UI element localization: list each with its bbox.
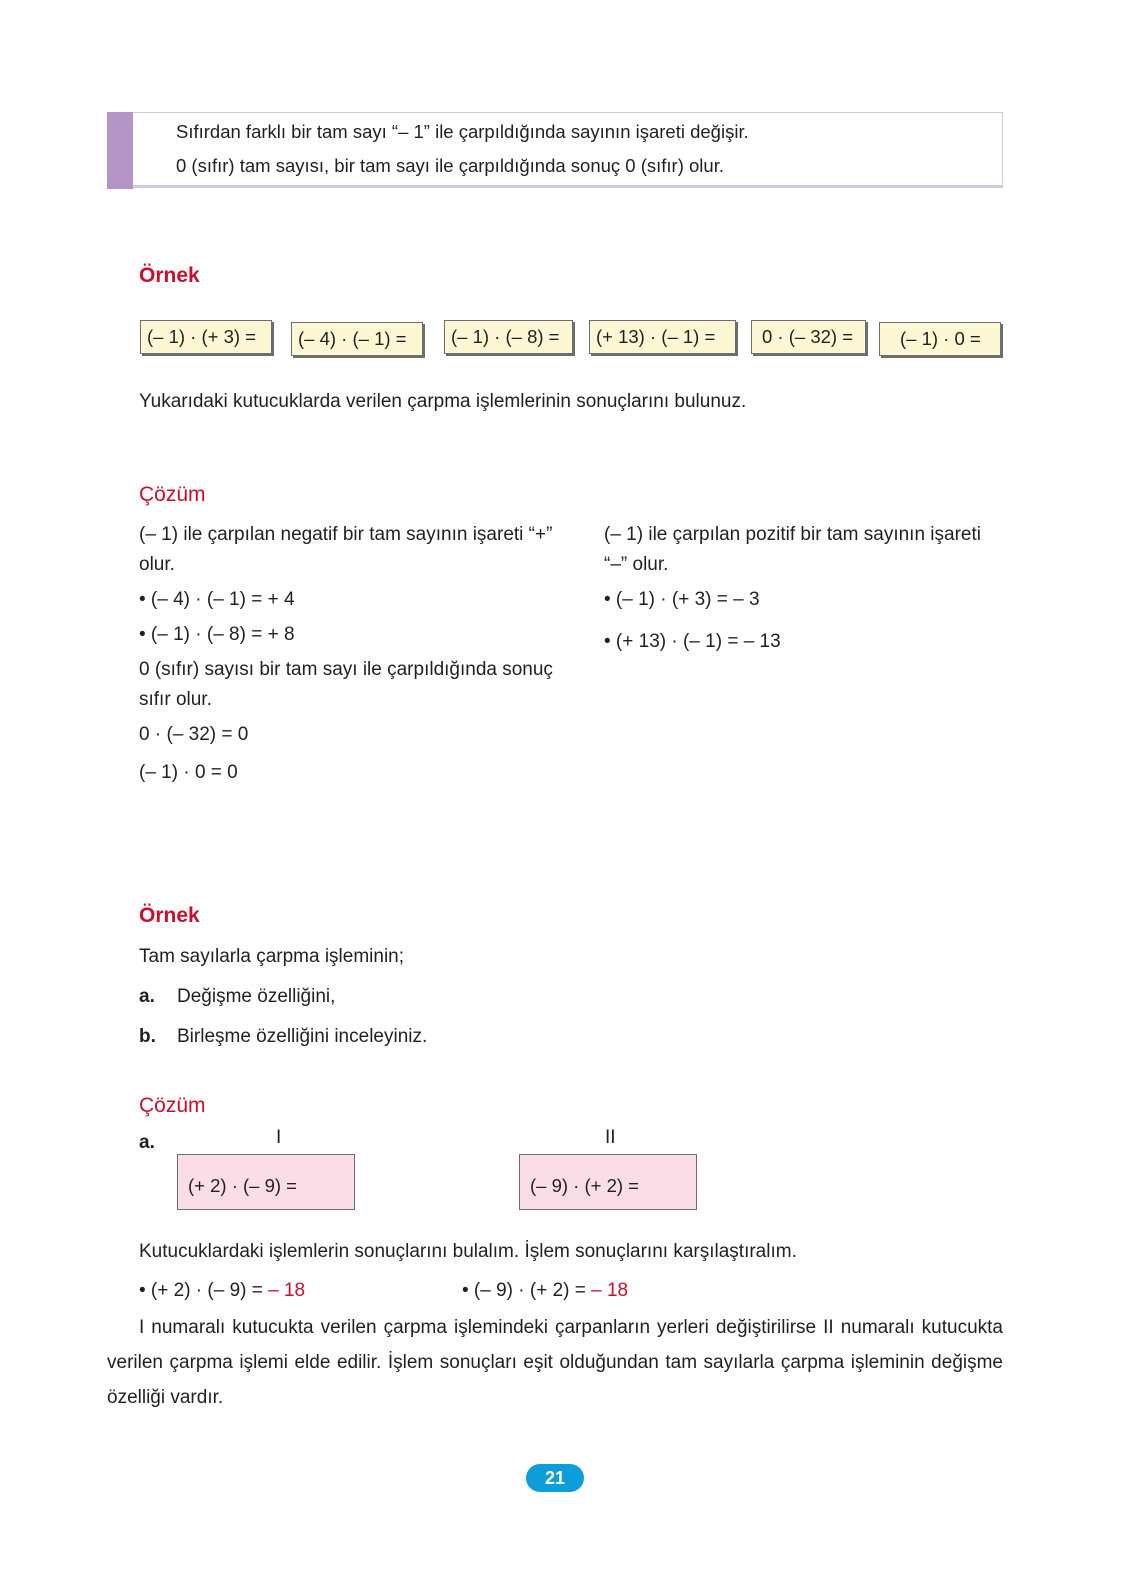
example-1-question: Yukarıdaki kutucuklarda verilen çarpma işlemlerinin sonuçlarını bulunuz. — [139, 391, 747, 412]
expression-box: (– 4) · (– 1) = — [291, 322, 423, 356]
conclusion-paragraph: I numaralı kutucukta verilen çarpma işlemindeki çarpanların yerleri değiştirilirse II numaralı kutucukta verilen çarpma işlemi elde edilir. İşlem sonuçları eşit olduğundan tam sayılarla çarpma işleminin değişme özelliği vardır. — [107, 1317, 1003, 1408]
item-text: Birleşme özelliğini inceleyiniz. — [177, 1026, 428, 1047]
example-2-intro: Tam sayılarla çarpma işleminin; — [139, 946, 405, 967]
expression-box: (+ 13) · (– 1) = — [589, 320, 736, 354]
example-1-heading: Örnek — [139, 264, 200, 287]
negative-result-item: • (– 4) · (– 1) = + 4 — [139, 589, 295, 610]
zero-rule-line-2: sıfır olur. — [139, 689, 212, 710]
positive-result-item: • (– 1) · (+ 3) = – 3 — [604, 589, 760, 610]
item-label: b. — [139, 1026, 156, 1047]
expression-box: (– 1) · (+ 3) = — [140, 320, 272, 354]
negative-rule-line-2: olur. — [139, 554, 175, 575]
pink-expression-box: (– 9) · (+ 2) = — [519, 1154, 697, 1210]
info-box-accent-bar — [107, 112, 133, 189]
page-number-badge: 21 — [526, 1464, 584, 1492]
positive-result-item: • (+ 13) · (– 1) = – 13 — [604, 631, 781, 652]
expression-box: (– 1) · (– 8) = — [444, 320, 573, 354]
result-expression: • (– 9) · (+ 2) = — [462, 1280, 592, 1301]
pink-expression-box: (+ 2) · (– 9) = — [177, 1154, 355, 1210]
example-2-heading: Örnek — [139, 904, 200, 927]
zero-rule-line-1: 0 (sıfır) sayısı bir tam sayı ile çarpıldığında sonuç — [139, 659, 553, 680]
part-label: a. — [139, 1132, 155, 1153]
item-label: a. — [139, 986, 155, 1007]
result-value: – 18 — [591, 1280, 629, 1301]
solution-2-instruction: Kutucuklardaki işlemlerin sonuçlarını bulalım. İşlem sonuçlarını karşılaştıralım. — [139, 1241, 797, 1262]
solution-2-heading: Çözüm — [139, 1094, 206, 1117]
result-expression: • (+ 2) · (– 9) = — [139, 1280, 269, 1301]
roman-label-1: I — [276, 1127, 282, 1148]
positive-rule-line-2: “–” olur. — [604, 554, 669, 575]
item-text: Değişme özelliğini, — [177, 986, 336, 1007]
expression-box: 0 · (– 32) = — [751, 320, 866, 354]
negative-result-item: • (– 1) · (– 8) = + 8 — [139, 624, 295, 645]
negative-rule-line-1: (– 1) ile çarpılan negatif bir tam sayının işareti “+” — [139, 524, 553, 545]
info-line-2: 0 (sıfır) tam sayısı, bir tam sayı ile çarpıldığında sonuç 0 (sıfır) olur. — [176, 155, 724, 176]
solution-1-heading: Çözüm — [139, 483, 206, 506]
result-line-1 — [139, 1280, 305, 1302]
info-line-1: Sıfırdan farklı bir tam sayı “– 1” ile çarpıldığında sayının işareti değişir. — [176, 121, 749, 142]
expression-box: (– 1) · 0 = — [879, 322, 1001, 356]
positive-rule-line-1: (– 1) ile çarpılan pozitif bir tam sayının işareti — [604, 524, 981, 545]
roman-label-2: II — [605, 1127, 616, 1148]
result-value: – 18 — [268, 1280, 306, 1301]
zero-result-item: (– 1) · 0 = 0 — [139, 762, 238, 783]
zero-result-item: 0 · (– 32) = 0 — [139, 724, 249, 745]
info-box — [107, 112, 1003, 188]
result-line-2 — [462, 1280, 628, 1302]
